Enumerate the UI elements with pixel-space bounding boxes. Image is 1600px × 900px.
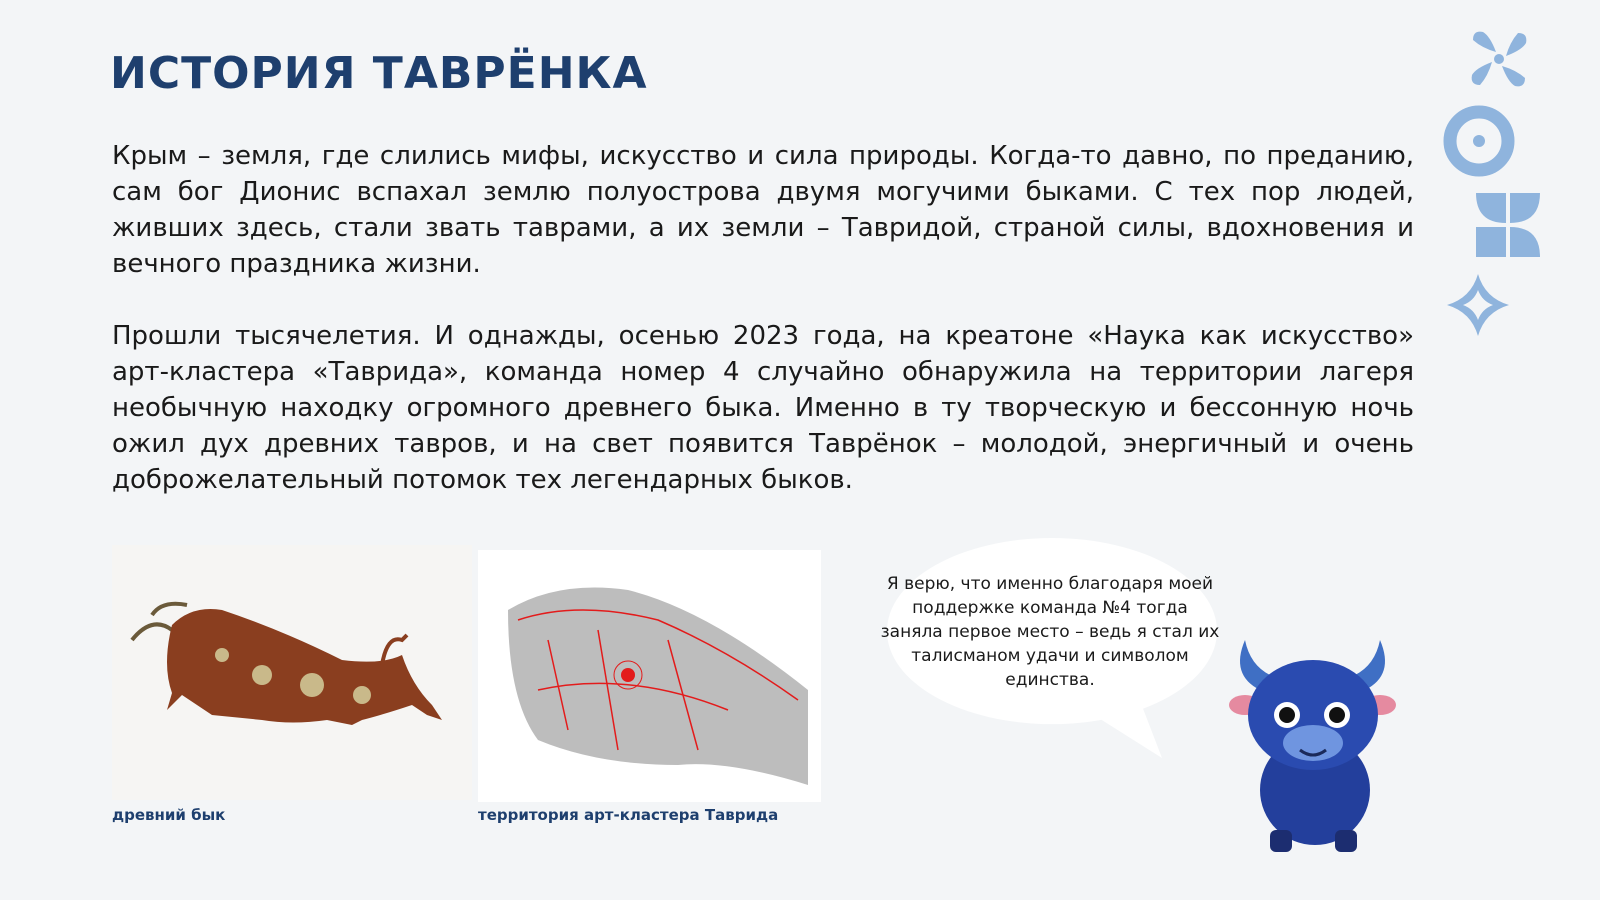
taurenok-mascot [1225,635,1400,855]
bull-image-caption: древний бык [112,806,226,824]
map-image-caption: территория арт-кластера Таврида [478,806,779,824]
petals-ornament-icon [1476,193,1540,257]
star-ornament-icon [1445,272,1511,338]
ancient-bull-image [112,545,472,800]
speech-bubble-text: Я верю, что именно благодаря моей поддержке команда №4 тогда заняла первое место – ведь я стал их талисманом удачи и символом единства. [880,574,1220,690]
pinwheel-ornament-icon [1468,28,1530,90]
slide-title: ИСТОРИЯ ТАВРЁНКА [110,48,648,99]
art-cluster-map-image [478,550,821,802]
story-paragraph: Прошли тысячелетия. И однажды, осенью 2023 года, на креатоне «Наука как искусство» арт-кластера «Таврида», команда номер 4 случайно обнаружила на территории лагеря необычную находку огромного древнего быка. Именно в ту творческую и бессонную ночь ожил дух древних тавров, и на свет появится Таврёнок – молодой, энергичный и очень доброжелательный потомок тех легендарных быков. [112,321,1414,495]
intro-paragraph: Крым – земля, где слились мифы, искусство и сила природы. Когда-то давно, по преданию, сам бог Дионис вспахал землю полуострова двумя могучими быками. С тех пор людей, живших здесь, стали звать таврами, а их земли – Тавридой, страной силы, вдохновения и вечного праздника жизни. [112,141,1414,279]
circle-ornament-icon [1443,105,1515,177]
